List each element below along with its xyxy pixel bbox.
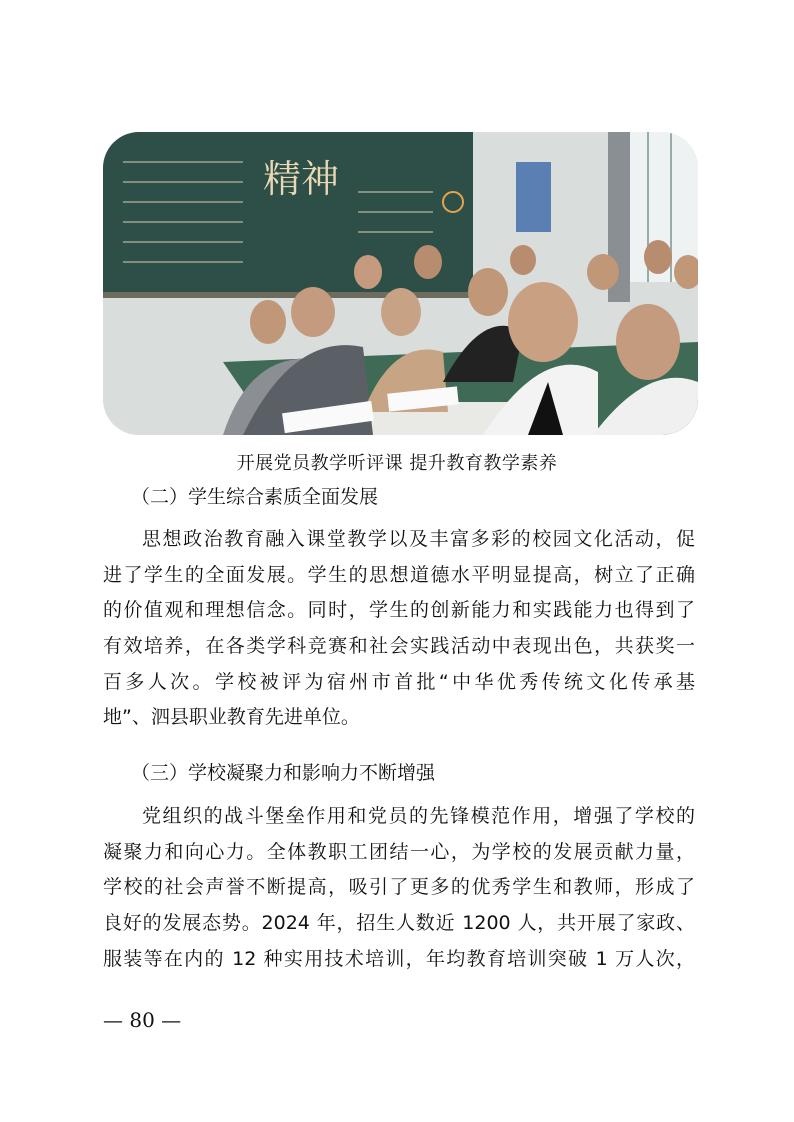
section-heading-3: （三）学校凝聚力和影响力不断增强 [131, 762, 436, 784]
paragraph-line: 进了学生的全面发展。学生的思想道德水平明显提高，树立了正确 [103, 563, 695, 586]
paragraph-line: 地”、泗县职业教育先进单位。 [103, 706, 360, 729]
paragraph-line: 凝聚力和向心力。全体教职工团结一心，为学校的发展贡献力量， [103, 840, 695, 863]
svg-text:精神: 精神 [263, 157, 340, 201]
page-number: — 80 — [103, 1008, 182, 1032]
section-paragraph-3 [103, 799, 695, 977]
classroom-photo [103, 132, 698, 435]
paragraph-line: 党组织的战斗堡垒作用和党员的先锋模范作用，增强了学校的 [142, 805, 695, 827]
section-heading-2: （二）学生综合素质全面发展 [131, 486, 379, 508]
paragraph-line: 有效培养，在各类学科竞赛和社会实践活动中表现出色，共获奖一 [103, 635, 695, 658]
paragraph-line: 的价值观和理想信念。同时，学生的创新能力和实践能力也得到了 [103, 599, 695, 622]
paragraph-line: 良好的发展态势。2024 年，招生人数近 1200 人，共开展了家政、 [103, 912, 695, 935]
paragraph-line: 学校的社会声誉不断提高，吸引了更多的优秀学生和教师，形成了 [103, 876, 695, 899]
paragraph-line: 思想政治教育融入课堂教学以及丰富多彩的校园文化活动，促 [142, 528, 695, 550]
photo-caption: 开展党员教学听评课 提升教育教学素养 [236, 453, 558, 474]
paragraph-line: 百多人次。学校被评为宿州市首批“中华优秀传统文化传承基 [103, 670, 695, 693]
section-paragraph-2 [103, 522, 695, 736]
paragraph-line: 服装等在内的 12 种实用技术培训，年均教育培训突破 1 万人次， [103, 947, 695, 970]
